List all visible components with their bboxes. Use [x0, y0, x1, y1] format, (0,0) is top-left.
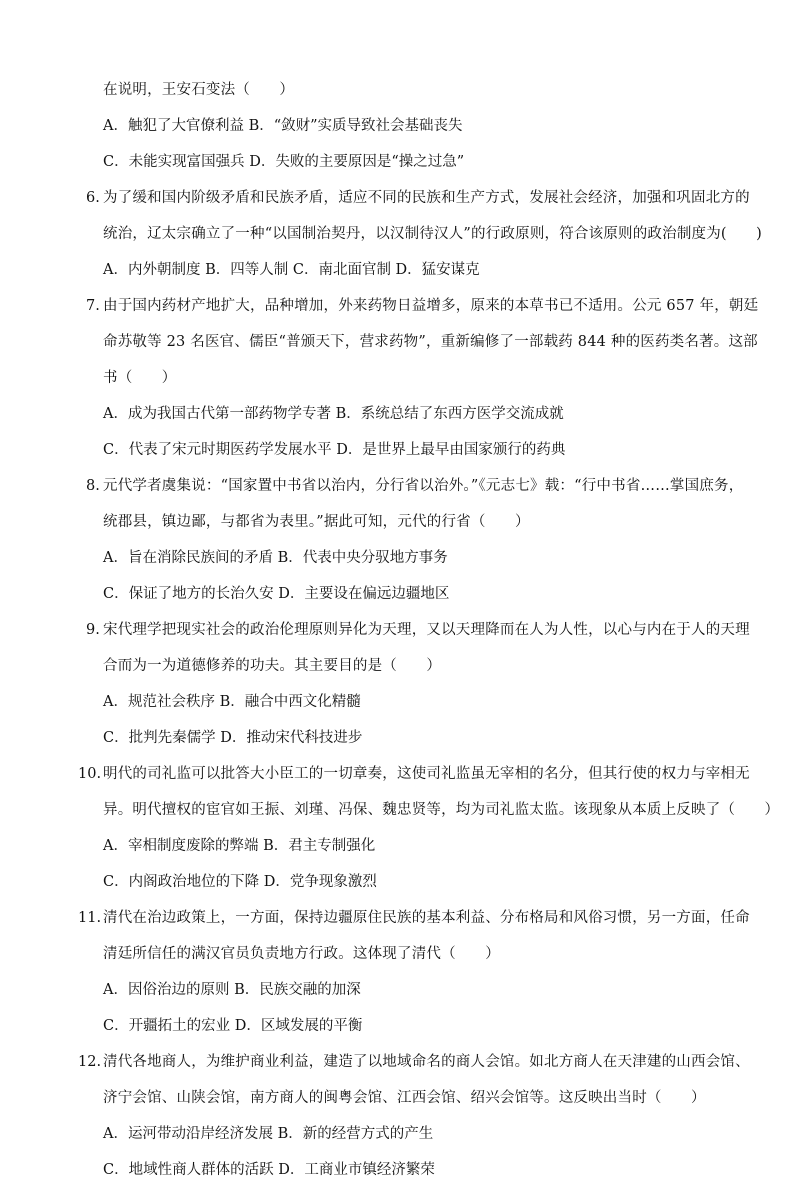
question-option-line: C．批判先秦儒学 D．推动宋代科技进步	[103, 730, 363, 746]
question-stem-line: 清代在治边政策上，一方面，保持边疆原住民族的基本利益、分布格局和风俗习惯，另一方面，任命	[103, 910, 750, 926]
question-number: 10.	[78, 766, 102, 782]
question-number: 11.	[78, 910, 102, 926]
question-number: 7.	[86, 298, 100, 314]
question-number: 9.	[86, 622, 100, 638]
question-option-line: A．成为我国古代第一部药物学专著 B．系统总结了东西方医学交流成就	[103, 406, 564, 422]
question-stem-line: 济宁会馆、山陕会馆，南方商人的闽粤会馆、江西会馆、绍兴会馆等。这反映出当时（ ）	[103, 1090, 706, 1106]
question-stem-line: 合而为一为道德修养的功夫。其主要目的是（ ）	[103, 658, 442, 674]
question-stem-line: 统治，辽太宗确立了一种“以国制治契丹，以汉制待汉人”的行政原则，符合该原则的政治制度为( )	[103, 226, 763, 242]
question-stem-line: 书（ ）	[103, 370, 177, 386]
question-option-line: C．地域性商人群体的活跃 D．工商业市镇经济繁荣	[103, 1162, 435, 1178]
question-option-line: A．因俗治边的原则 B．民族交融的加深	[103, 982, 361, 998]
question-stem-line: 异。明代擅权的宦官如王振、刘瑾、冯保、魏忠贤等，均为司礼监太监。该现象从本质上反映了（ ）	[103, 802, 780, 818]
question-stem-line: 清廷所信任的满汉官员负责地方行政。这体现了清代（ ）	[103, 946, 500, 962]
question-number: 12.	[78, 1054, 102, 1070]
question-option-line: C．内阁政治地位的下降 D．党争现象激烈	[103, 874, 377, 890]
question-5-stem-line: 在说明，王安石变法（ ）	[103, 82, 295, 98]
question-option-line: C．代表了宋元时期医药学发展水平 D．是世界上最早由国家颁行的药典	[103, 442, 566, 458]
question-5-option-line: C．未能实现富国强兵 D．失败的主要原因是“操之过急”	[103, 154, 465, 170]
question-option-line: C．保证了地方的长治久安 D．主要设在偏远边疆地区	[103, 586, 450, 602]
question-stem-line: 由于国内药材产地扩大，品种增加，外来药物日益增多，原来的本草书已不适用。公元 657 年，朝廷	[103, 298, 759, 314]
question-stem-line: 为了缓和国内阶级矛盾和民族矛盾，适应不同的民族和生产方式，发展社会经济，加强和巩固北方的	[103, 190, 750, 206]
question-stem-line: 宋代理学把现实社会的政治伦理原则异化为天理，又以天理降而在人为人性，以心与内在于人的天理	[103, 622, 750, 638]
question-option-line: A．规范社会秩序 B．融合中西文化精髓	[103, 694, 361, 710]
question-stem-line: 明代的司礼监可以批答大小臣工的一切章奏，这使司礼监虽无宰相的名分，但其行使的权力与宰相无	[103, 766, 750, 782]
question-stem-line: 元代学者虞集说：“国家置中书省以治内，分行省以治外。”《元志七》载：“行中书省……掌国庶务，	[103, 478, 744, 494]
question-option-line: C．开疆拓土的宏业 D．区域发展的平衡	[103, 1018, 363, 1034]
question-stem-line: 统郡县，镇边鄙，与都省为表里。”据此可知，元代的行省（ ）	[103, 514, 530, 530]
question-number: 8.	[86, 478, 100, 494]
question-5-option-line: A．触犯了大官僚利益 B．“敛财”实质导致社会基础丧失	[103, 118, 463, 134]
question-stem-line: 清代各地商人，为维护商业利益，建造了以地域命名的商人会馆。如北方商人在天津建的山西会馆、	[103, 1054, 750, 1070]
question-option-line: A．旨在消除民族间的矛盾 B．代表中央分驭地方事务	[103, 550, 448, 566]
question-number: 6.	[86, 190, 100, 206]
question-option-line: A．运河带动沿岸经济发展 B．新的经营方式的产生	[103, 1126, 434, 1142]
question-option-line: A．宰相制度废除的弊端 B．君主专制强化	[103, 838, 376, 854]
question-stem-line: 命苏敬等 23 名医官、儒臣“普颁天下，营求药物”，重新编修了一部载药 844 种的医药类名著。这部	[103, 334, 758, 350]
question-option-line: A．内外朝制度 B．四等人制 C．南北面官制 D．猛安谋克	[103, 262, 480, 278]
